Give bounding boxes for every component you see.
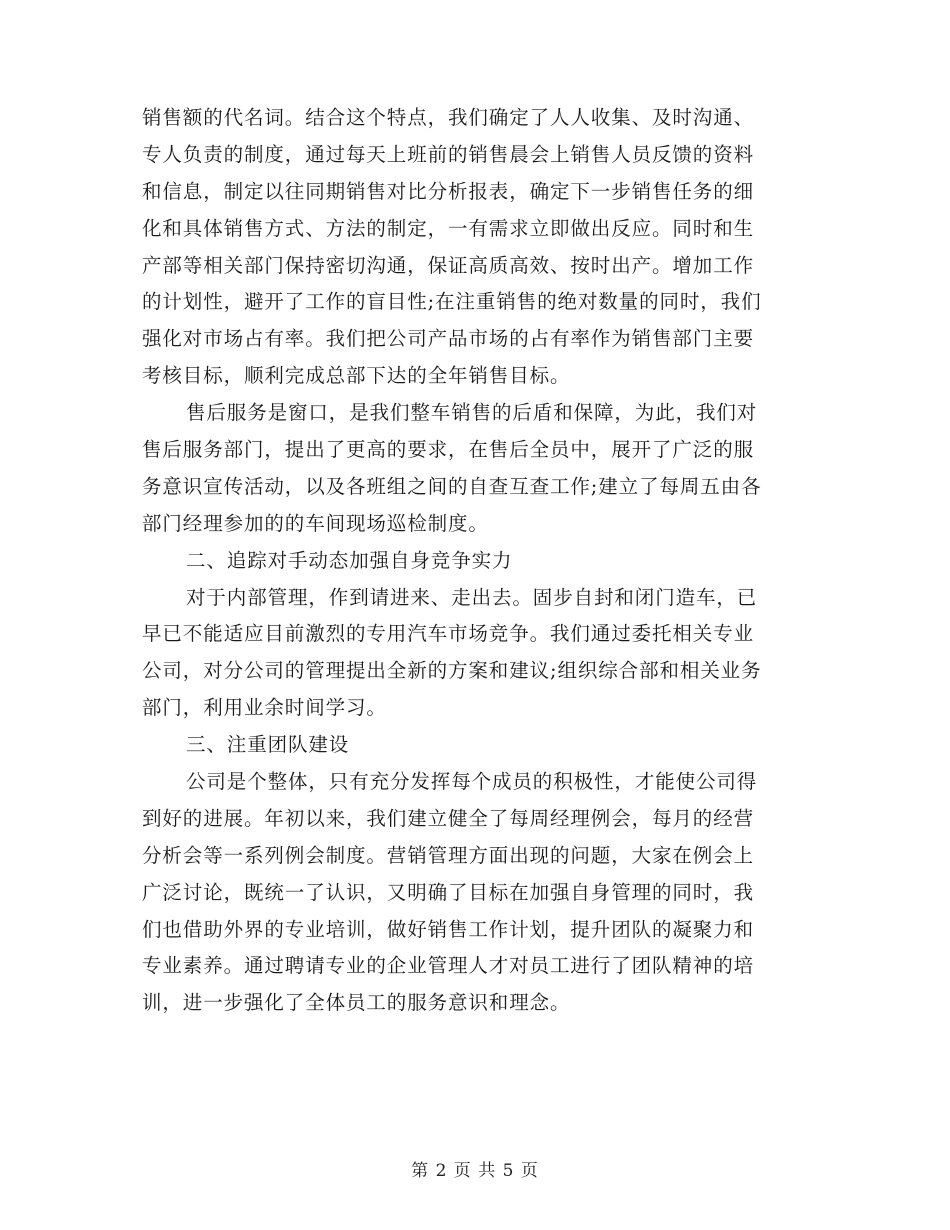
text-line: 公司，对分公司的管理提出全新的方案和建议;组织综合部和相关业务 <box>142 659 762 683</box>
text-line: 公司是个整体，只有充分发挥每个成员的积极性，才能使公司得 <box>186 770 758 794</box>
text-line: 产部等相关部门保持密切沟通，保证高质高效、按时出产。增加工作 <box>142 253 755 277</box>
text-line: 对于内部管理，作到请进来、走出去。固步自封和闭门造车，已 <box>186 585 758 609</box>
text-line: 强化对市场占有率。我们把公司产品市场的占有率作为销售部门主要 <box>142 327 755 351</box>
text-line: 专业素养。通过聘请专业的企业管理人才对员工进行了团队精神的培 <box>142 954 755 978</box>
text-line: 化和具体销售方式、方法的制定，一有需求立即做出反应。同时和生 <box>142 216 755 240</box>
text-line: 早已不能适应目前激烈的专用汽车市场竞争。我们通过委托相关专业 <box>142 622 755 646</box>
document-body <box>142 100 810 1022</box>
text-line: 专人负责的制度，通过每天上班前的销售晨会上销售人员反馈的资料 <box>142 142 755 166</box>
text-line: 广泛讨论，既统一了认识，又明确了目标在加强自身管理的同时，我 <box>142 880 755 904</box>
text-line: 部门，利用业余时间学习。 <box>142 696 387 720</box>
text-line: 部门经理参加的的车间现场巡检制度。 <box>142 511 489 535</box>
text-line: 三、注重团队建设 <box>186 733 350 757</box>
text-line: 务意识宣传活动，以及各班组之间的自查互查工作;建立了每周五由各 <box>142 474 762 498</box>
text-line: 二、追踪对手动态加强自身竞争实力 <box>186 548 513 572</box>
text-line: 们也借助外界的专业培训，做好销售工作计划，提升团队的凝聚力和 <box>142 917 755 941</box>
text-line: 售后服务是窗口，是我们整车销售的后盾和保障，为此，我们对 <box>186 401 758 425</box>
text-line: 训，进一步强化了全体员工的服务意识和理念。 <box>142 991 571 1015</box>
text-line: 到好的进展。年初以来，我们建立健全了每周经理例会，每月的经营 <box>142 806 755 830</box>
page-number-footer: 第 2 页 共 5 页 <box>411 1161 539 1181</box>
text-line: 售后服务部门，提出了更高的要求，在售后全员中，展开了广泛的服 <box>142 438 755 462</box>
text-line: 分析会等一系列例会制度。营销管理方面出现的问题，大家在例会上 <box>142 843 755 867</box>
text-line: 的计划性，避开了工作的盲目性;在注重销售的绝对数量的同时，我们 <box>142 290 762 314</box>
text-line: 销售额的代名词。结合这个特点，我们确定了人人收集、及时沟通、 <box>142 106 755 129</box>
text-line: 考核目标，顺利完成总部下达的全年销售目标。 <box>142 364 571 388</box>
text-line: 和信息，制定以往同期销售对比分析报表，确定下一步销售任务的细 <box>142 179 755 203</box>
